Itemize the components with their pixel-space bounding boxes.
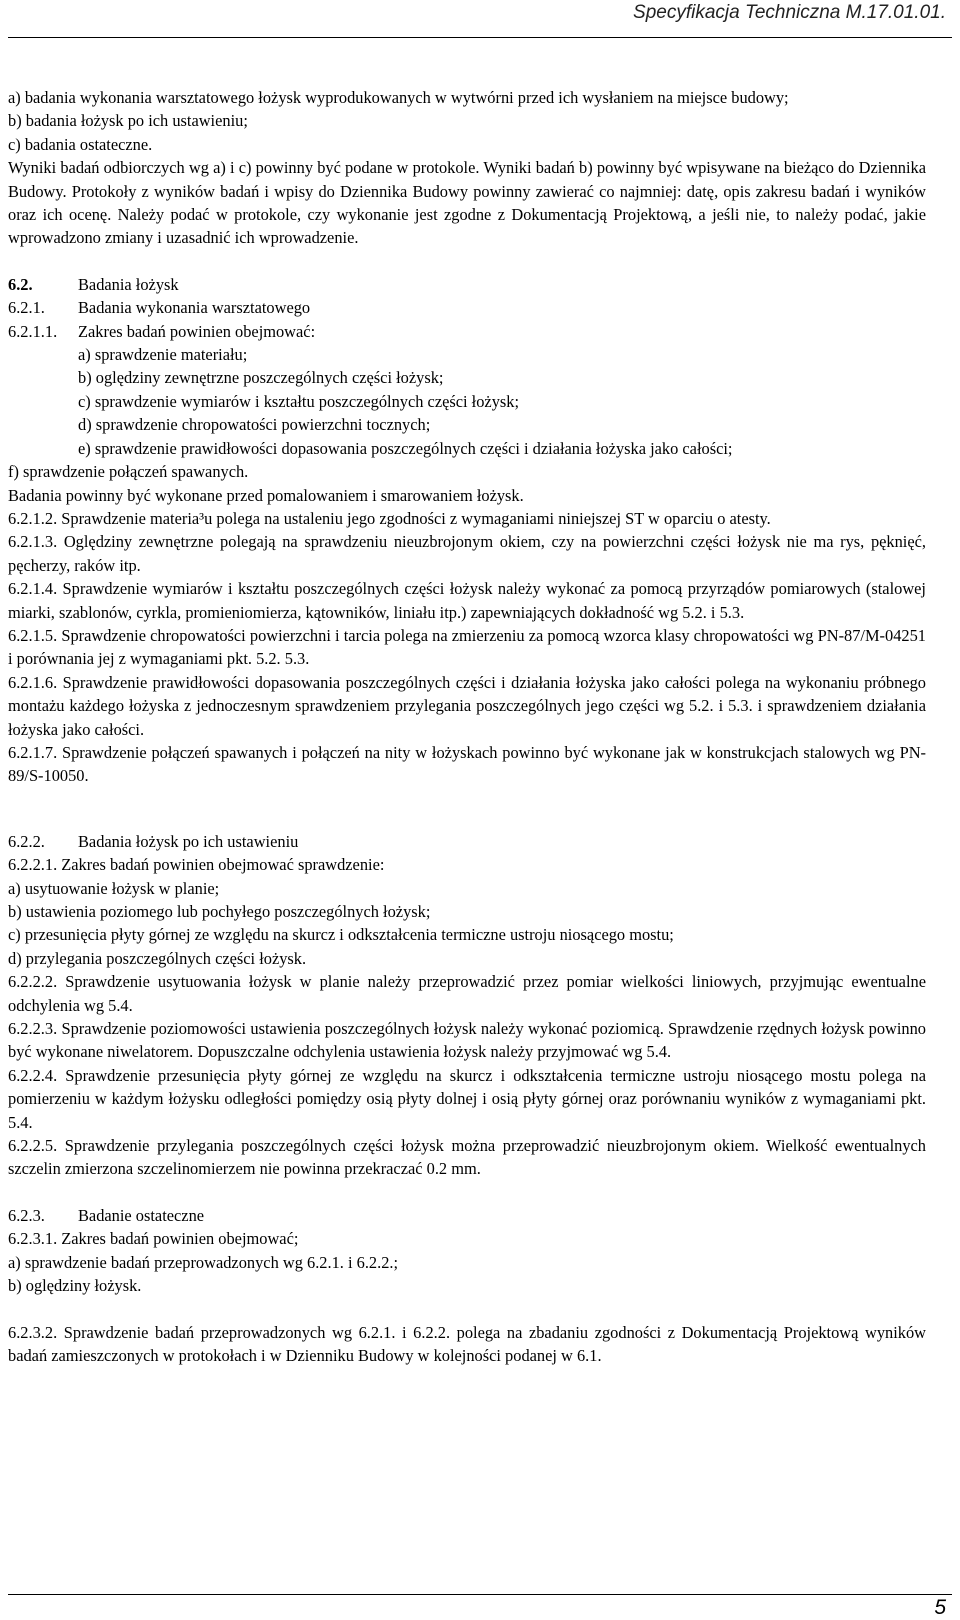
section-number: 6.2.1.1. [8, 321, 58, 341]
list-item: c) przesunięcia płyty górnej ze względu na skurcz i odkształcenia termiczne ustroju niosącego mostu; [8, 925, 674, 945]
footer-rule [8, 1594, 952, 1595]
list-item: e) sprawdzenie prawidłowości dopasowania poszczególnych części i działania łożyska jako całości; [78, 438, 733, 458]
list-item: f) sprawdzenie połączeń spawanych. [8, 462, 249, 482]
list-item: a) sprawdzenie badań przeprowadzonych wg 6.2.1. i 6.2.2.; [8, 1252, 399, 1272]
list-item: c) sprawdzenie wymiarów i kształtu poszczególnych części łożysk; [78, 391, 520, 411]
section-text: Sprawdzenie połączeń spawanych i połączeń na nity w łożyskach powinno być wykonane jak w konstrukcjach stalowych wg PN-89/S-10050. [8, 742, 926, 786]
numbered-paragraph [8, 577, 926, 624]
paragraph: 6.2.2.1. Zakres badań powinien obejmować sprawdzenie: [8, 855, 385, 875]
section-text: Sprawdzenie badań przeprowadzonych wg 6.2.1. i 6.2.2. polega na zbadaniu zgodności z Dokumentacją Projektową wyników badań zamieszczonych w protokołach i w Dzienniku Budowy w kolejności podanej w 6.1. [8, 1322, 926, 1365]
section-heading [8, 830, 926, 853]
section-title: Badania łożysk [78, 274, 179, 294]
paragraph: a) badania wykonania warsztatowego łożysk wyprodukowanych w wytwórni przed ich wysłaniem na miejsce budowy; [8, 88, 789, 107]
section-number: 6.2.2. [8, 831, 45, 851]
section-number: 6.2.2.4. [8, 1065, 58, 1085]
list-item: a) usytuowanie łożysk w planie; [8, 878, 220, 898]
numbered-paragraph [8, 970, 926, 1017]
section-text: Sprawdzenie przesunięcia płyty górnej ze względu na skurcz i odkształcenia termiczne ustroju niosącego mostu polega na pomierzeniu w każdym łożysku odległości pomiędzy osią płyty dolnej i osią płyty górnej oraz porównaniu wyników z wymaganiami pkt. 5.4. [8, 1065, 926, 1132]
section-heading [8, 296, 926, 319]
section-text: Sprawdzenie przylegania poszczególnych części łożysk można przeprowadzić nieuzbrojonym okiem. Wielkość ewentualnych szczelin zmierzona szczelinomierzem nie powinna przekraczać 0.2 mm. [8, 1136, 926, 1179]
header-title: Specyfikacja Techniczna M.17.01.01. [633, 2, 946, 23]
section-text: Oględziny zewnętrzne polegają na sprawdzeniu nieuzbrojonym okiem, czy na powierzchni części łożysk nie ma rys, pęknięć, pęcherzy, raków itp. [8, 532, 927, 575]
numbered-paragraph [8, 1017, 926, 1064]
list-item: a) sprawdzenie materiału; [78, 345, 248, 365]
section-number: 6.2.2.3. [8, 1019, 58, 1039]
paragraph: c) badania ostateczne. [8, 134, 153, 154]
section-text: Zakres badań powinien obejmować: [78, 321, 316, 341]
section-number: 6.2.2.5. [8, 1136, 58, 1156]
numbered-paragraph [8, 671, 926, 741]
numbered-paragraph [8, 624, 926, 671]
paragraph: Badania powinny być wykonane przed pomalowaniem i smarowaniem łożysk. [8, 485, 524, 505]
section-text: Sprawdzenie chropowatości powierzchni i tarcia polega na zmierzeniu za pomocą wzorca klasy chropowatości wg PN-87/M-04251 i porównania jej z wymaganiami pkt. 5.2. 5.3. [8, 625, 926, 669]
document-body [8, 86, 926, 1367]
paragraph: b) badania łożysk po ich ustawieniu; [8, 111, 248, 131]
numbered-paragraph [8, 1321, 926, 1368]
section-number: 6.2.2.2. [8, 972, 58, 992]
section-number: 6.2.3.2. [8, 1322, 58, 1342]
header-rule [8, 37, 952, 38]
section-number: 6.2.1.3. [8, 532, 58, 552]
section-text: Sprawdzenie wymiarów i kształtu poszczególnych części łożysk należy wykonać za pomocą przyrządów pomiarowych (stalowej miarki, szablonów, cyrkla, promieniomierza, kątowników, liniału itp.) zapewniających dokładność wg 5.2. i 5.3. [8, 579, 926, 622]
page-number: 5 [934, 1596, 946, 1619]
list-item: b) oględziny łożysk. [8, 1276, 142, 1296]
list-item: b) oględziny zewnętrzne poszczególnych części łożysk; [78, 368, 444, 388]
list-item: b) ustawienia poziomego lub pochyłego poszczególnych łożysk; [8, 902, 431, 921]
paragraph: 6.2.3.1. Zakres badań powinien obejmować; [8, 1229, 299, 1249]
section-heading [8, 1204, 926, 1227]
section-number: 6.2.1. [8, 298, 45, 318]
numbered-paragraph [8, 741, 926, 788]
numbered-paragraph [8, 530, 926, 577]
section-heading [8, 273, 926, 296]
numbered-paragraph [8, 1134, 926, 1181]
paragraph: Wyniki badań odbiorczych wg a) i c) powinny być podane w protokole. Wyniki badań b) powinny być wpisywane na bieżąco do Dziennika Budowy. Protokoły z wyników badań i wpisy do Dziennika Budowy powinny zawierać co najmniej: datę, opis zakresu badań i wyników oraz ich ocenę. Należy podać w protokole, czy wykonanie jest zgodne z Dokumentacją Projektową, a jeśli nie, to należy podać, jakie wprowadzono zmiany i uzasadnić ich wprowadzenie. [8, 158, 926, 248]
numbered-paragraph [8, 507, 926, 530]
section-title: Badanie ostateczne [78, 1205, 205, 1225]
section-number: 6.2.1.6. [8, 672, 58, 692]
section-number: 6.2.1.5. [8, 625, 58, 645]
section-title: Badania wykonania warsztatowego [78, 298, 311, 318]
section-number: 6.2.3. [8, 1205, 45, 1225]
section-number: 6.2.1.7. [8, 742, 58, 762]
section-text: Sprawdzenie prawidłowości dopasowania poszczególnych części i działania łożyska jako całości polega na wykonaniu próbnego montażu każdego łożyska z jednoczesnym sprawdzeniem przylegania poszczególnych jego części wg 5.2. i 5.3. i sprawdzeniem działania łożyska jako całości. [8, 672, 926, 739]
section-title: Badania łożysk po ich ustawieniu [78, 831, 299, 851]
list-item: d) przylegania poszczególnych części łożysk. [8, 948, 307, 968]
section-heading [8, 320, 926, 343]
section-number: 6.2.1.4. [8, 579, 58, 599]
list-item: d) sprawdzenie chropowatości powierzchni tocznych; [78, 415, 431, 435]
section-text: Sprawdzenie materia³u polega na ustaleniu jego zgodności z wymaganiami niniejszej ST w oparciu o atesty. [61, 508, 771, 528]
section-text: Sprawdzenie usytuowania łożysk w planie należy przeprowadzić przez pomiar wielkości liniowych, przyjmując ewentualne odchylenia wg 5.4. [8, 972, 926, 1015]
section-text: Sprawdzenie poziomowości ustawienia poszczególnych łożysk należy wykonać poziomicą. Sprawdzenie rzędnych łożysk powinno być wykonane niwelatorem. Dopuszczalne odchylenia ustawienia łożysk należy przyjmować wg 5.4. [8, 1019, 926, 1062]
section-number: 6.2. [8, 274, 33, 294]
section-number: 6.2.1.2. [8, 508, 58, 528]
numbered-paragraph [8, 1064, 926, 1134]
